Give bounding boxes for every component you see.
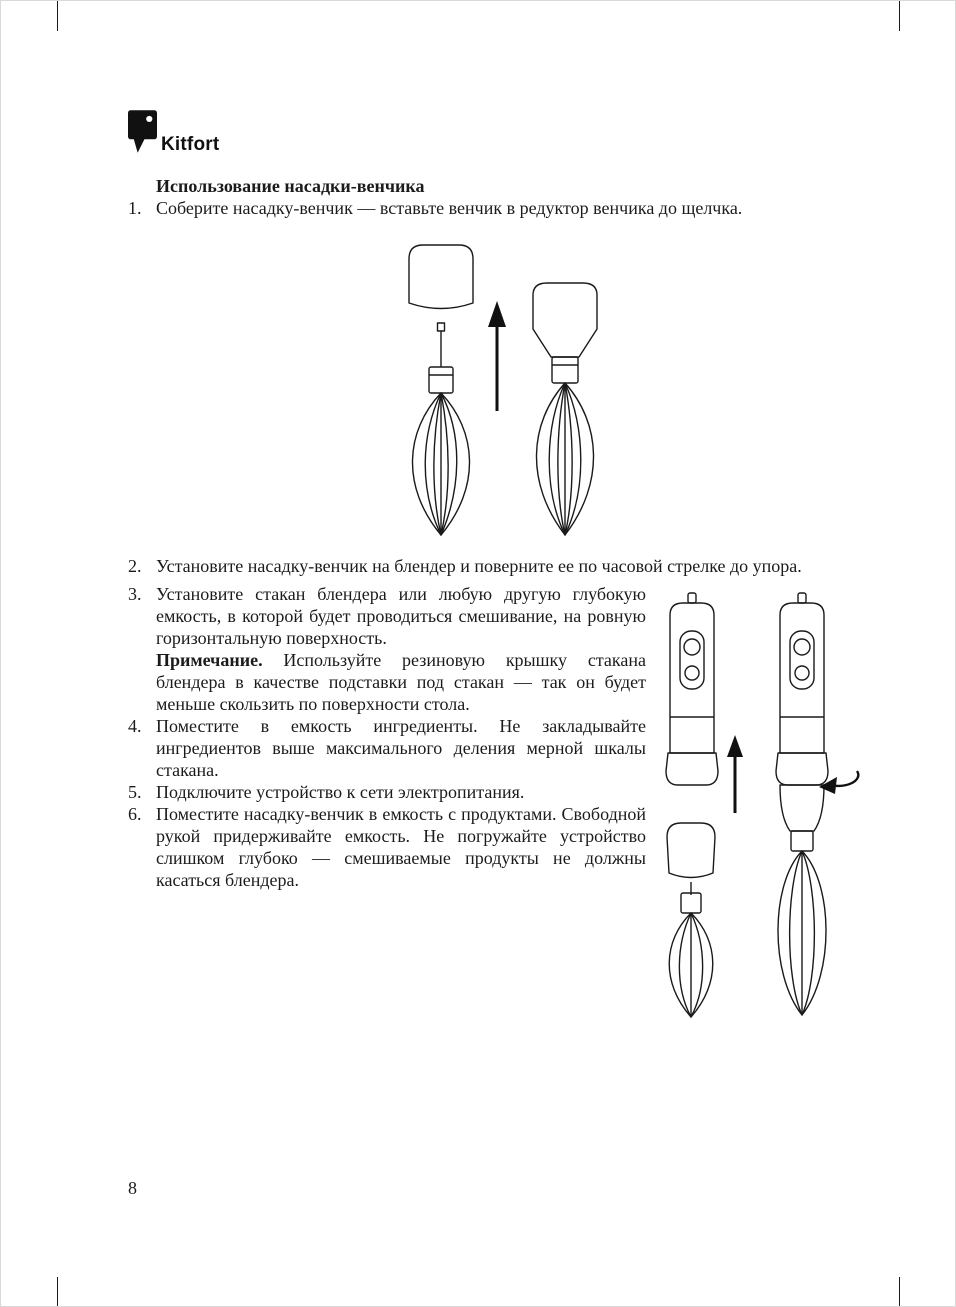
item-text: Поместите в емкость ингредиенты. Не закладывайте ингредиентов выше максимального деления мерной шкалы стакана.: [156, 716, 646, 780]
whisk-attachment-icon: [667, 823, 715, 1017]
item-number: 1.: [128, 198, 142, 218]
crop-mark-bottom-left: [57, 1277, 58, 1307]
crop-mark-bottom-right: [899, 1277, 900, 1307]
item-text: Соберите насадку-венчик — вставьте венчик в редуктор венчика до щелчка.: [156, 198, 743, 218]
whisk-assembly-figure: [393, 239, 623, 549]
whisk-detached-icon: [409, 245, 473, 535]
page-number: 8: [128, 1178, 137, 1198]
item-text: Поместите насадку-венчик в емкость с продуктами. Свободной рукой придерживайте емкость. Не погружайте устройство слишком глубоко — смешиваемые продукты не должны касаться блендера.: [156, 804, 646, 890]
item-text: Подключите устройство к сети электропитания.: [156, 782, 525, 802]
whisk-assembled-icon: [533, 283, 597, 535]
crop-mark-top-left: [57, 1, 58, 31]
item-number: 6.: [128, 804, 142, 824]
note-text: Используйте резиновую крышку стакана блендера в качестве подставки под стакан — так он будет меньше скользить по поверхности стола.: [156, 650, 646, 714]
instruction-column: [128, 583, 646, 891]
up-arrow-icon: [727, 735, 743, 813]
item-note: [156, 649, 646, 715]
instruction-item-5: [128, 781, 646, 803]
text-and-figure-row: [128, 583, 866, 1025]
item-text: Установите стакан блендера или любую другую глубокую емкость, в которой будет проводиться смешивание, на ровную горизонтальную поверхность.: [156, 584, 646, 648]
item-number: 3.: [128, 584, 142, 604]
instruction-item-4: [128, 715, 646, 781]
section-heading: Использование насадки-венчика: [156, 176, 425, 196]
kitfort-logo-icon: [128, 110, 157, 153]
instruction-item-3: [128, 583, 646, 715]
blender-detached-icon: [666, 593, 718, 785]
item-number: 4.: [128, 716, 142, 736]
note-label: Примечание.: [156, 650, 263, 670]
instruction-item-6: [128, 803, 646, 891]
brand-logo-text: Kitfort: [161, 134, 220, 155]
up-arrow-icon: [488, 301, 506, 411]
page-content: [128, 175, 866, 1025]
crop-mark-top-right: [899, 1, 900, 31]
blender-whisk-attachment-figure: [651, 585, 866, 1025]
item-number: 5.: [128, 782, 142, 802]
blender-assembled-icon: [776, 593, 828, 1015]
instruction-item-1: [128, 197, 837, 219]
item-number: 2.: [128, 556, 142, 576]
brand-logo: [128, 110, 219, 153]
item-text: Установите насадку-венчик на блендер и поверните ее по часовой стрелке до упора.: [156, 556, 802, 576]
instruction-item-2: [128, 555, 837, 577]
